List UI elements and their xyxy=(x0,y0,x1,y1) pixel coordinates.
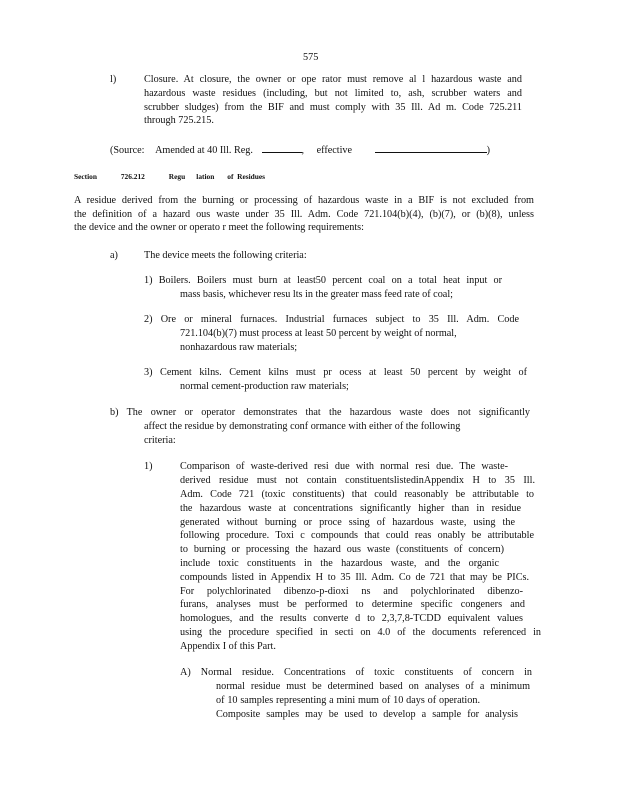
b1-line-6: following procedure. Toxi c compounds that could reas onably be attributable xyxy=(180,530,534,541)
b1-line-8: include toxic constituents in the hazardous waste, and the organic xyxy=(180,558,499,569)
intro-line-2: the definition of a hazard ous waste under 35 Ill. Adm. Code 721.104(b)(4), (b)(7), or (b)(8), unless xyxy=(74,209,534,220)
effective-date-blank xyxy=(375,143,487,153)
bA-line-3: of 10 samples representing a mini mum of 10 days of operation. xyxy=(216,695,480,706)
item-a-marker: a) xyxy=(110,250,118,261)
item-b-line-3: criteria: xyxy=(144,435,176,446)
intro-line-1: A residue derived from the burning or processing of hazardous waste in a BIF is not excluded from xyxy=(74,195,534,206)
b1-line-9: compounds listed in Appendix H to 35 Ill. Adm. Co de 721 that may be PICs. xyxy=(180,572,529,583)
b1-line-7: to burning or processing the hazard ous waste (constituents of concern) xyxy=(180,544,504,555)
item-l-line-4: through 725.215. xyxy=(144,115,214,126)
b1-line-4: the hazardous waste at concentrations significantly higher than in residue xyxy=(180,503,521,514)
intro-line-3: the device and the owner or operato r meet the following requirements: xyxy=(74,222,364,233)
section-label: Section xyxy=(74,172,97,181)
b1-line-3: Adm. Code 721 (toxic constituents) that could reasonably be attributable to xyxy=(180,489,534,500)
section-heading xyxy=(74,171,265,183)
b1-line-12: homologues, and the results converte d to 2,3,7,8-TCDD equivalent values xyxy=(180,613,523,624)
section-number: 726.212 xyxy=(120,172,145,181)
b1-line-2: derived residue must not contain constituentslistedinAppendix H to 35 Ill. xyxy=(180,475,535,486)
source-effective: effective xyxy=(316,145,353,156)
source-line xyxy=(110,143,490,157)
source-separator: , xyxy=(301,145,305,156)
bA-line-4: Composite samples may be used to develop a sample for analysis xyxy=(216,709,518,720)
source-close: ) xyxy=(486,145,490,156)
sub2-line-3: nonhazardous raw materials; xyxy=(180,342,298,353)
item-l-marker: l) xyxy=(110,74,117,85)
item-l-line-2: hazardous waste residues (including, but not limited to, ash, scrubber waters and xyxy=(144,88,522,99)
register-blank xyxy=(262,143,302,153)
item-l-line-1: Closure. At closure, the owner or ope rator must remove al l hazardous waste and xyxy=(144,74,522,85)
bA-line-1: A) Normal residue. Concentrations of toxic constituents of concern in xyxy=(180,667,532,678)
source-prefix: (Source: xyxy=(110,145,145,156)
section-title: Regu lation of Residues xyxy=(168,172,266,181)
sub2-line-1: 2) Ore or mineral furnaces. Industrial furnaces subject to 35 Ill. Adm. Code xyxy=(144,314,519,325)
b1-line-13: using the procedure specified in secti on 4.0 of the documents referenced in xyxy=(180,627,541,638)
b1-line-11: furans, analyses must be performed to determine specific congeners and xyxy=(180,599,525,610)
b1-line-14: Appendix I of this Part. xyxy=(180,641,276,652)
b1-line-10: For polychlorinated dibenzo-p-dioxi ns and polychlorinated dibenzo- xyxy=(180,586,523,597)
b1-line-1: Comparison of waste-derived resi due with normal resi due. The waste- xyxy=(180,461,508,472)
sub2-line-2: 721.104(b)(7) must process at least 50 percent by weight of normal, xyxy=(180,328,457,339)
b1-marker: 1) xyxy=(144,461,153,472)
item-b-line-2: affect the residue by demonstrating conf ormance with either of the following xyxy=(144,421,461,432)
source-amended: Amended at 40 Ill. Reg. xyxy=(155,145,253,156)
item-b-line-1: b) The owner or operator demonstrates that the hazardous waste does not significantly xyxy=(110,407,530,418)
bA-line-2: normal residue must be determined based on analyses of a minimum xyxy=(216,681,530,692)
b1-line-5: generated without burning or proce ssing of hazardous waste, using the xyxy=(180,517,515,528)
page-number: 575 xyxy=(303,52,319,63)
sub3-line-1: 3) Cement kilns. Cement kilns must pr ocess at least 50 percent by weight of xyxy=(144,367,527,378)
item-a-text: The device meets the following criteria: xyxy=(144,250,307,261)
sub1-line-2: mass basis, whichever resu lts in the greater mass feed rate of coal; xyxy=(180,289,453,300)
sub3-line-2: normal cement-production raw materials; xyxy=(180,381,349,392)
sub1-line-1: 1) Boilers. Boilers must burn at least50 percent coal on a total heat input or xyxy=(144,275,502,286)
item-l-line-3: scrubber sludges) from the BIF and must comply with 35 Ill. Ad m. Code 725.211 xyxy=(144,102,522,113)
